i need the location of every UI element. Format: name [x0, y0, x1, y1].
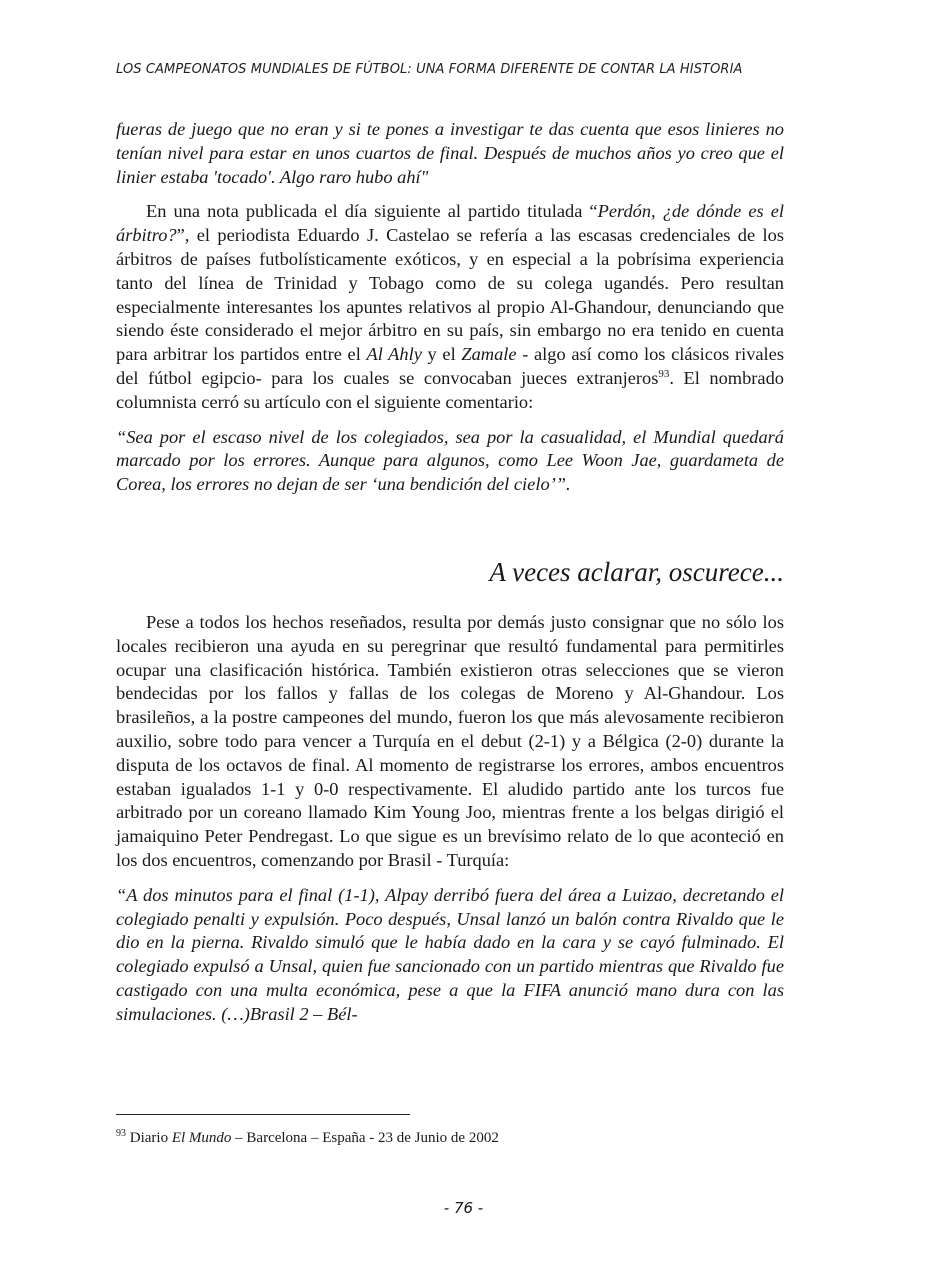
paragraph-castelao	[116, 200, 784, 414]
quote-lee-woon-jae: “Sea por el escaso nivel de los colegiados, sea por la casualidad, el Mundial quedará marcado por los errores. Aunque para algunos, como Lee Woon Jae, guardameta de Corea, los errores no dejan de ser ‘una bendición del cielo’”.	[116, 426, 784, 495]
page-number: - 76 -	[443, 1199, 484, 1217]
footnote-source: El Mundo	[171, 1130, 232, 1146]
article-title: Perdón, ¿de dónde es el árbitro?	[116, 201, 784, 246]
page-body	[116, 118, 784, 1027]
club-zamale: Zamale	[461, 344, 517, 365]
section-heading: A veces aclarar, oscurece...	[489, 556, 784, 587]
para1-text-e: . El nombrado columnista cerró su artículo con el siguiente comentario:	[116, 367, 784, 412]
para1-text-a: En una nota publicada el día siguiente al partido titulada “	[146, 201, 598, 222]
quote-brasil-turquia: “A dos minutos para el final (1-1), Alpay derribó fuera del área a Luizao, decretando el colegiado penalti y expulsión. Poco después, Unsal lanzó un balón contra Rivaldo que le dio en la pierna. Rivaldo simuló que le había dado en la cara y se cayó fulminado. El colegiado expulsó a Unsal, quien fue sancionado con un partido mientras que Rivaldo fue castigado con una multa económica, pese a que la FIFA anunció mano dura con las simulaciones. (…)Brasil 2 – Bél-	[116, 884, 784, 1024]
para1-text-c: y el	[421, 344, 462, 365]
footnote-details: – Barcelona – España - 23 de Junio de 2002	[231, 1130, 499, 1146]
para1-text-b: ”, el periodista Eduardo J. Castelao se refería a las escasas credenciales de los árbitros de países futbolísticamente exóticos, y en especial a la pobrísima experiencia tanto del línea de Trinidad y Tobago como de su colega ugandés. Pero resultan especialmente interesantes los apuntes relativos al propio Al-Ghandour, denunciando que siendo éste considerado el mejor árbitro en su país, sin embargo no era tenido en cuenta para arbitrar los partidos entre el	[116, 225, 784, 365]
footnote-separator	[116, 1114, 410, 1115]
footnote-prefix: Diario	[126, 1130, 172, 1146]
footnote-reference[interactable]: 93	[658, 367, 670, 380]
footnote-number: 93	[116, 1128, 126, 1139]
paragraph-brasil: Pese a todos los hechos reseñados, resulta por demás justo consignar que no sólo los locales recibieron una ayuda en su peregrinar que resultó fundamental para permitirles ocupar una clasificación histórica. También existieron otras selecciones que se vieron bendecidas por los fallos y fallas de los colegas de Moreno y Al-Ghandour. Los brasileños, a la postre campeones del mundo, fueron los que más alevosamente recibieron auxilio, sobre todo para vencer a Turquía en el debut (2-1) y a Bélgica (2-0) durante la disputa de los octavos de final. Al momento de registrarse los errores, ambos encuentros estaban igualados 1-1 y 0-0 respectivamente. El aludido partido ante los turcos fue arbitrado por un coreano llamado Kim Young Joo, mientras frente a los belgas dirigió el jamaiquino Peter Pendregast. Lo que sigue es un brevísimo relato de lo que aconteció en los dos encuentros, comenzando por Brasil - Turquía:	[116, 611, 784, 870]
running-header: LOS CAMPEONATOS MUNDIALES DE FÚTBOL: UNA FORMA DIFERENTE DE CONTAR LA HISTORIA	[116, 62, 743, 77]
quote-continuation: fueras de juego que no eran y si te pones a investigar te das cuenta que esos linieres no tenían nivel para estar en unos cuartos de final. Después de muchos años yo creo que el linier estaba 'tocado'. Algo raro hubo ahí"	[116, 119, 784, 187]
club-al-ahly: Al Ahly	[366, 344, 422, 365]
para1-text-d: - algo así como los clásicos rivales del fútbol egipcio- para los cuales se convocaban jueces extranjeros	[116, 344, 784, 388]
footnote-93	[116, 1128, 784, 1148]
